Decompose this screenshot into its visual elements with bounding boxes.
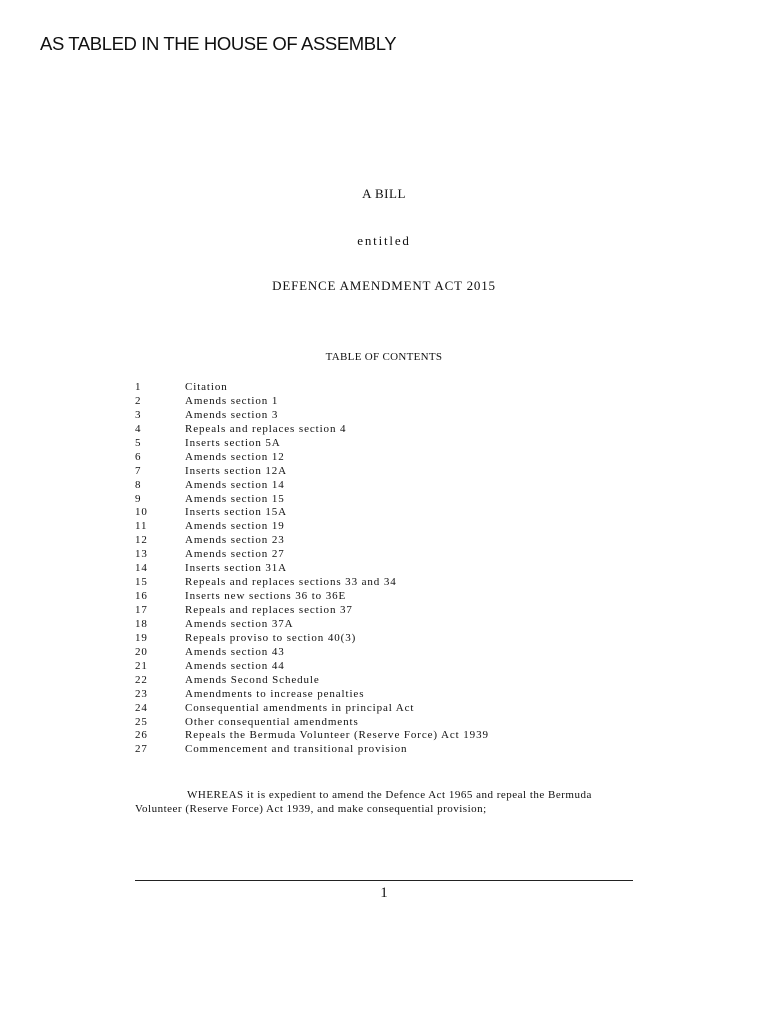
page-number: 1 xyxy=(380,885,388,901)
toc-item-title: Amends section 14 xyxy=(185,478,285,491)
toc-item-number: 5 xyxy=(135,436,142,449)
toc-item-title: Other consequential amendments xyxy=(185,715,359,728)
toc-item-number: 22 xyxy=(135,673,148,686)
toc-item-title: Amends section 23 xyxy=(185,534,285,547)
toc-item-number: 6 xyxy=(135,450,142,463)
preamble-line-1: WHEREAS it is expedient to amend the Defence Act 1965 and repeal the Bermuda xyxy=(187,789,592,801)
toc-item-title: Inserts section 15A xyxy=(185,506,288,519)
toc-item-number: 4 xyxy=(135,422,142,435)
toc-item-number: 15 xyxy=(135,576,148,589)
toc-item-title: Inserts section 31A xyxy=(185,562,288,575)
toc-item-title: Amends section 27 xyxy=(185,548,285,561)
toc-item-number: 19 xyxy=(135,631,148,644)
toc-item-title: Amends section 43 xyxy=(185,645,285,658)
toc-item-number: 12 xyxy=(135,534,148,547)
toc-item-title: Amends section 37A xyxy=(185,617,294,630)
toc-item-number: 3 xyxy=(135,408,142,421)
toc-heading: TABLE OF CONTENTS xyxy=(325,351,443,363)
toc-item-title: Amendments to increase penalties xyxy=(185,687,365,700)
toc-item-number: 8 xyxy=(135,478,142,491)
toc-item-number: 17 xyxy=(135,604,148,616)
entitled-label: entitled xyxy=(357,233,411,248)
toc-item-title: Amends section 1 xyxy=(185,394,279,407)
toc-item-number: 11 xyxy=(135,520,148,533)
toc-item-number: 10 xyxy=(135,506,148,519)
toc-item-title: Amends section 3 xyxy=(185,408,279,421)
toc-item-number: 21 xyxy=(135,659,148,672)
toc-item-title: Repeals the Bermuda Volunteer (Reserve Force) Act 1939 xyxy=(185,729,489,742)
toc-item-title: Consequential amendments in principal Act xyxy=(185,701,415,714)
toc-item-title: Repeals and replaces section 37 xyxy=(185,604,353,616)
toc-item-number: 24 xyxy=(135,701,148,714)
footer-rule xyxy=(135,880,633,881)
toc-item-number: 23 xyxy=(135,687,148,700)
document-header: AS TABLED IN THE HOUSE OF ASSEMBLY xyxy=(40,33,397,54)
toc-item-number: 27 xyxy=(135,743,148,756)
toc-item-number: 16 xyxy=(135,590,148,603)
toc-item-title: Repeals and replaces section 4 xyxy=(185,422,347,435)
toc-item-number: 20 xyxy=(135,645,148,658)
toc-item-number: 7 xyxy=(135,464,142,477)
toc-item-title: Inserts section 12A xyxy=(185,464,288,477)
toc-item-title: Repeals and replaces sections 33 and 34 xyxy=(185,576,397,589)
toc-item-number: 18 xyxy=(135,617,148,630)
toc-item-title: Amends Second Schedule xyxy=(185,673,320,686)
toc-item-title: Amends section 12 xyxy=(185,450,285,463)
toc-item-number: 25 xyxy=(135,715,148,728)
toc-item-number: 2 xyxy=(135,394,142,407)
preamble-line-2: Volunteer (Reserve Force) Act 1939, and make consequential provision; xyxy=(135,803,487,815)
toc-item-title: Commencement and transitional provision xyxy=(185,743,408,756)
bill-title: A BILL xyxy=(362,186,406,201)
toc-item-title: Repeals proviso to section 40(3) xyxy=(185,631,357,644)
toc-item-number: 13 xyxy=(135,548,148,561)
toc-item-number: 26 xyxy=(135,729,148,742)
toc-item-title: Citation xyxy=(185,381,228,393)
toc-item-title: Amends section 19 xyxy=(185,520,285,533)
toc-item-number: 9 xyxy=(135,492,142,505)
toc-item-title: Inserts section 5A xyxy=(185,436,281,449)
toc-item-title: Inserts new sections 36 to 36E xyxy=(185,590,347,603)
preamble xyxy=(135,788,635,816)
act-title: DEFENCE AMENDMENT ACT 2015 xyxy=(272,278,496,293)
toc-item-number: 14 xyxy=(135,562,148,575)
toc-item-title: Amends section 44 xyxy=(185,659,285,672)
toc-item-number: 1 xyxy=(135,381,142,393)
toc-item-title: Amends section 15 xyxy=(185,492,285,505)
